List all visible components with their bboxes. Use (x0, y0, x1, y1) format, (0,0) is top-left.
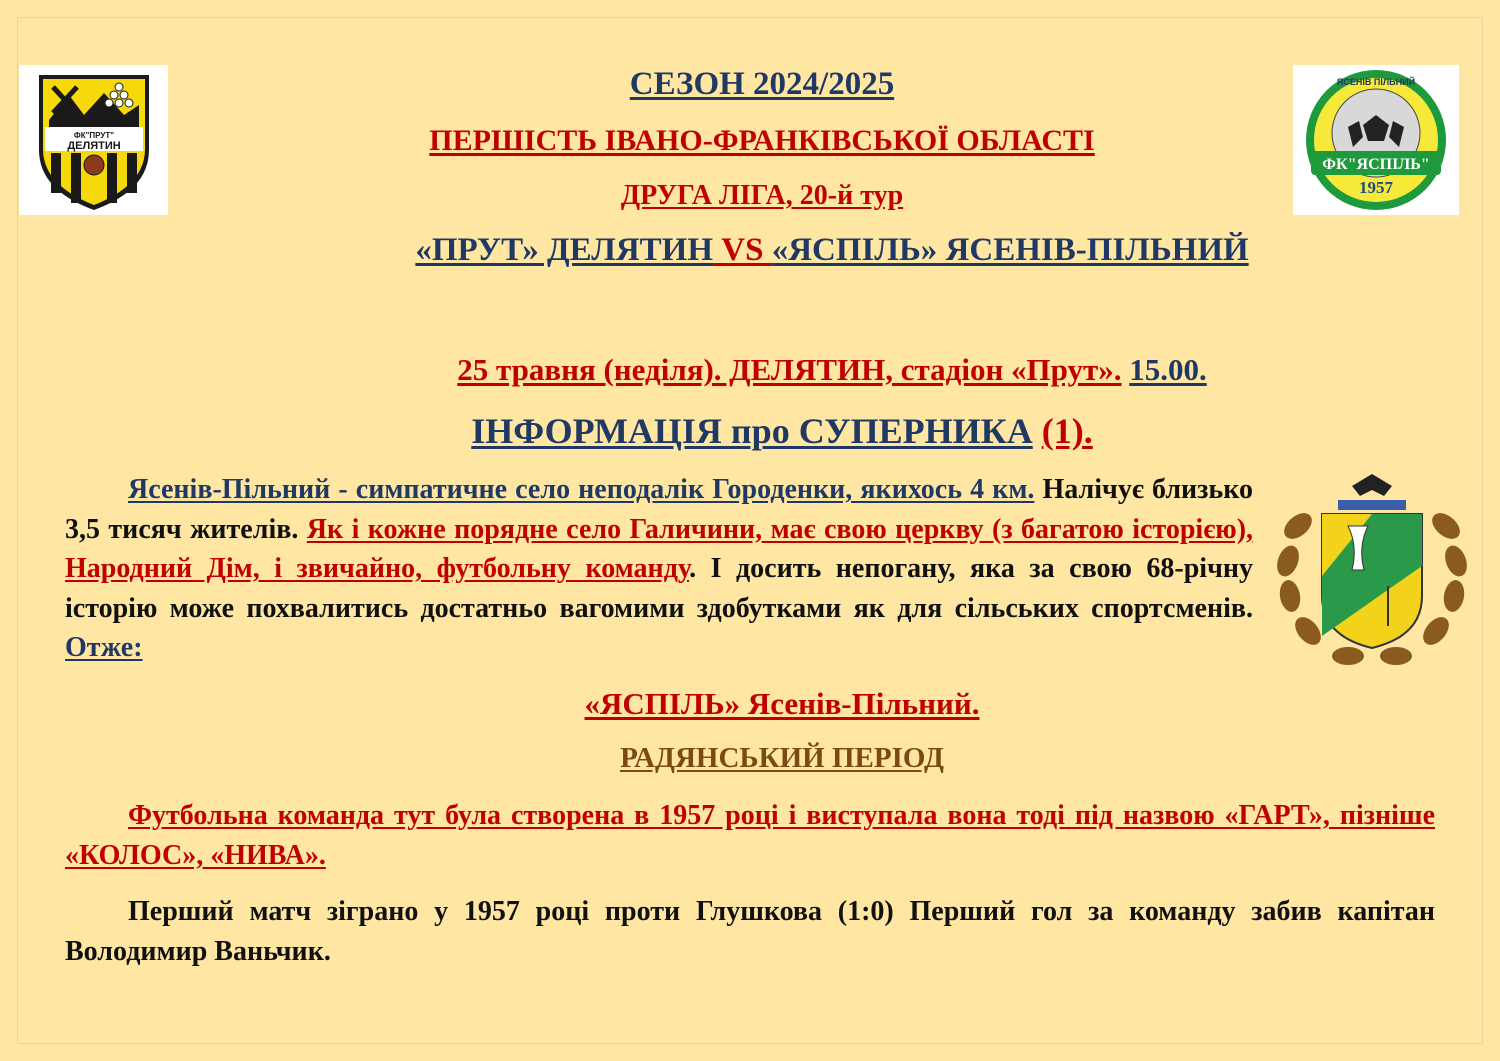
away-team: «ЯСПІЛЬ» ЯСЕНІВ-ПІЛЬНИЙ (771, 232, 1249, 268)
yaspil-logo-arc: ЯСЕНІВ ПІЛЬНИЙ (1336, 77, 1416, 87)
history-paragraph-1: Футбольна команда тут була створена в 1957 році і виступала вона тоді під назвою «ГАРТ», пізніше «КОЛОС», «НИВА». (65, 800, 1435, 871)
intro-sentence-3: Як і кожне порядне село Галичини, має свою церкву (з багатою історією), Народний Дім, і звичайно, футбольну команду (65, 513, 1254, 584)
intro-sentence-5: Отже: (65, 632, 143, 663)
team-title: «ЯСПІЛЬ» Ясенів-Пільний. (584, 686, 980, 721)
match-title (82, 232, 1500, 269)
prut-logo-city: ДЕЛЯТИН (67, 140, 121, 152)
vs-label: VS (713, 232, 772, 268)
league-title: ПЕРШІСТЬ ІВАНО-ФРАНКІВСЬКОЇ ОБЛАСТІ (429, 124, 1095, 157)
match-date-venue: 25 травня (неділя). ДЕЛЯТИН, стадіон «Прут». 15.00. (457, 352, 1207, 387)
yaspil-logo-name: ФК"ЯСПІЛЬ" (1322, 156, 1430, 173)
intro-paragraph (65, 470, 1253, 668)
season-title: СЕЗОН 2024/2025 (629, 66, 895, 102)
info-heading: ІНФОРМАЦІЯ про СУПЕРНИКА (1). (471, 411, 1093, 451)
match-time: 15.00. (1129, 352, 1207, 387)
home-team: «ПРУТ» ДЕЛЯТИН (415, 232, 714, 268)
intro-sentence-1: Ясенів-Пільний - симпатичне село неподалік Городенки, якихось 4 км. (128, 474, 1035, 505)
info-part: (1). (1041, 411, 1093, 451)
prut-logo-text: ФК"ПРУТ" (73, 131, 115, 140)
intro-sentence-2: Налічує близько 3,5 тисяч жителів. (65, 474, 1254, 545)
period-title: РАДЯНСЬКИЙ ПЕРІОД (620, 742, 944, 774)
coat-of-arms-image (1268, 466, 1476, 672)
division-title: ДРУГА ЛІГА, 20-й тур (620, 180, 904, 211)
yaspil-logo-year: 1957 (1359, 178, 1393, 197)
history-paragraph-2: Перший матч зіграно у 1957 році проти Глушкова (1:0) Перший гол за команду забив капітан Володимир Ваньчик. (65, 896, 1435, 967)
intro-sentence-4: . І досить непогану, яка за свою 68-річну історію може похвалитись достатньо вагомими здобутками як для сільських спортсменів. (65, 553, 1253, 624)
